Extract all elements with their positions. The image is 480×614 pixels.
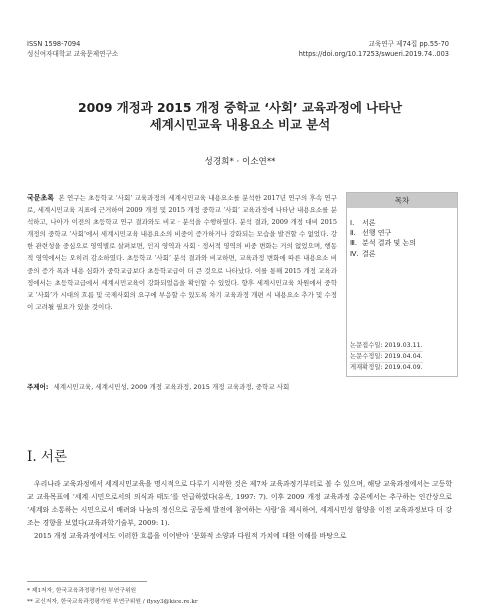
paragraph: 2015 개정 교육과정에서도 이러한 흐름을 이어받아 ‘문화적 소양과 다원적 가치에 대한 이해를 바탕으로 (34, 532, 347, 541)
publisher: 성신여자대학교 교육문제연구소 (27, 50, 119, 58)
title-line-1: 2009 개정과 2015 개정 중학교 ‘사회’ 교육과정에 나타난 (77, 100, 403, 115)
issn: ISSN 1598-7094 (27, 40, 81, 48)
abstract-label: 국문초록 (27, 194, 55, 202)
toc-heading: 목차 (347, 193, 457, 208)
submission-dates (350, 341, 423, 374)
abstract-text: 본 연구는 초등학교 ‘사회’ 교육과정의 세계시민교육 내용요소를 분석한 2017년 연구의 후속 연구로, 세계시민교육 지표에 근거하여 2009 개정 및 2015 개정 중학교 ‘사회’ 교육과정에 나타난 내용요소를 분석하고, 나아가 이전의 초등학교 연구 결과와도 비교 · 분석을 수행하였다. 분석 결과, 2009 개정 대비 2015 개정의 중학교 ‘사회’에서 세계시민교육 내용요소의 비중이 증가하거나 강화되는 모습을 발견할 수 없었다. 강한 관련성을 중심으로 영역별로 살펴보면, 인지 영역과 사회 · 정서적 영역의 비중 변화는 거의 없었으며, 행동적 영역에서는 오히려 감소하였다. 초등학교 ‘사회’ 분석 결과와 비교하면, 교육과정 변화에 따른 내용요소 비중의 증가 폭과 내용 심화가 중학교급보다 초등학교급이 더 큰 것으로 나타났다. 이를 통해 2015 개정 교육과정에서는 초등학교급에서 세계시민교육이 강화되었음을 확인할 수 있었다. 향후 세계시민교육 차원에서 중학교 ‘사회’가 시대의 흐름 및 국제사회의 요구에 부응할 수 있도록 차기 교육과정 개편 시 내용요소 추가 및 수정이 고려될 필요가 있을 것이다. (27, 194, 337, 311)
body-text (27, 478, 452, 543)
keywords (27, 382, 447, 391)
footnote-2: ** 교신저자, 한국교육과정평가원 부연구위원 / flysy3@kice.re.kr (27, 598, 198, 605)
paper-title (0, 99, 480, 133)
footnote-1: * 제1저자, 한국교육과정평가원 부연구위원 (27, 588, 137, 594)
footnote-divider (27, 581, 147, 582)
footnotes (27, 586, 198, 607)
revised-date: 논문수정일: 2019.04.04. (350, 351, 423, 362)
authors: 성경희* · 이소연** (204, 157, 276, 167)
header-left (27, 39, 118, 59)
toc-list (350, 218, 457, 259)
abstract (27, 192, 337, 313)
accepted-date: 게재확정일: 2019.04.09. (350, 362, 423, 373)
toc-item[interactable]: Ⅰ. 서론 (350, 219, 376, 227)
section-heading: Ⅰ. 서론 (27, 449, 67, 465)
toc-item[interactable]: Ⅱ. 선행 연구 (350, 229, 392, 238)
toc-item[interactable]: Ⅲ. 분석 결과 및 논의 (350, 239, 417, 248)
header-right (299, 39, 449, 59)
keywords-text: 세계시민교육, 세계시민성, 2009 개정 교육과정, 2015 개정 교육과정, 중학교 사회 (53, 383, 290, 391)
paragraph: 우리나라 교육과정에서 세계시민교육을 명시적으로 다루기 시작한 것은 제7차 교육과정기부터로 볼 수 있으며, 해당 교육과정에서는 고등학교 교육목표에 ‘세계 시민으로서의 의식과 태도’를 언급하였다(유옥, 1997: 7). 이후 2009 개정 교육과정 총론에서는 추구하는 인간상으로 ‘세계와 소통하는 시민으로서 배려와 나눔의 정신으로 공동체 발전에 참여하는 사람’을 제시하여, 세계시민성 함양을 이전 교육과정보다 더 강조는 경향을 보였다(교육과학기술부, 2009: 1). (27, 480, 452, 528)
keywords-label: 주제어: (27, 383, 49, 391)
toc-item[interactable]: Ⅳ. 결론 (350, 249, 376, 258)
received-date: 논문접수일: 2019.03.11. (350, 342, 423, 349)
title-line-2: 세계시민교육 내용요소 비교 분석 (149, 117, 331, 132)
toc-box (346, 192, 458, 377)
journal-info: 교육연구 제74집 pp.55-70 (368, 40, 449, 48)
doi-link[interactable]: https://doi.org/10.17253/swueri.2019.74..003 (298, 50, 449, 58)
